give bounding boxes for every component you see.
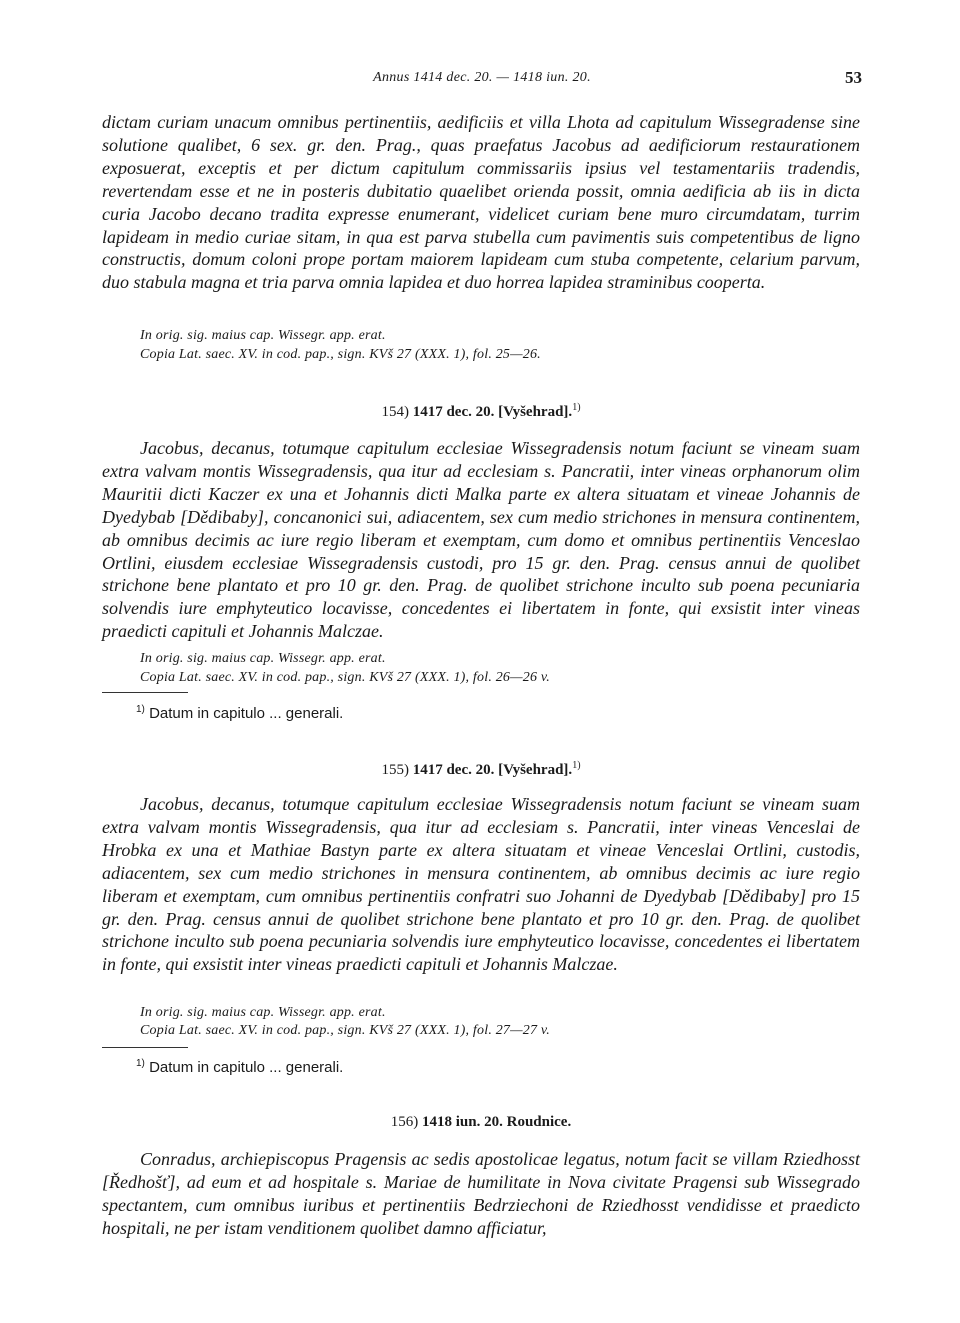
footnote-mark: 1) bbox=[136, 1058, 145, 1069]
continuation-note-copy: Copia Lat. saec. XV. in cod. pap., sign. KVš 27 (XXX. 1), fol. 25—26. bbox=[140, 347, 541, 362]
running-title: Annus 1414 dec. 20. — 1418 iun. 20. bbox=[373, 70, 591, 85]
footnote-mark: 1) bbox=[572, 402, 581, 413]
entry-156-heading bbox=[102, 1114, 860, 1131]
continuation-note-seal: In orig. sig. maius cap. Wissegr. app. erat. bbox=[140, 328, 386, 343]
continuation-text: dictam curiam unacum omnibus pertinentiis, aedificiis et villa Lhota ad capitulum Wissegradense sine solutione qualibet, 6 sex. gr. den. Prag., quas praefatus Jacobus ad aedificiorum restaurationem exposuerat, exceptis et per dictum capitulum commissariis ipsius vel testamentariis tradendis, revertendam esse et ne in posteris dubitatio quaelibet orienda possit, omnia aedificia ab iis in dicta curia Jacobo decano tradita expresse enumerant, videlicet curiam bene muro circumdatam, turrim lapideam in medio curiae sitam, in qua est parva stubella cum pavimentis suis competentibus de ligno constructis, domum coloni prope portam maiorem lapideam cum stuba competente, celarium parvum, duo stabula magna et tria parva omnia lapidea et duo horrea lapidea straminibus cooperta. bbox=[102, 112, 860, 293]
footnote-mark: 1) bbox=[136, 704, 145, 715]
entry-156-text: Conradus, archiepiscopus Pragensis ac sedis apostolicae legatus, notum facit se villam Rziedhosst [Ředhošť], ad eum et ad hospitale s. Mariae de humilitate in Nova civitate Pragensi sub Wissegrado spectantem, cum omnibus iuribus et pertinentiis Bedrziechoni de Rziedhosst vendidisse et praedicto hospitali, ne per istam venditionem quolibet damno afficiatur, bbox=[102, 1149, 860, 1238]
entry-date: 1417 dec. 20. bbox=[412, 762, 495, 778]
footnote-rule bbox=[102, 1047, 188, 1048]
footnote-text: Datum in capitulo ... generali. bbox=[149, 705, 344, 722]
footnote-text: Datum in capitulo ... generali. bbox=[149, 1059, 344, 1076]
entry-date: 1417 dec. 20. bbox=[412, 404, 495, 420]
entry-date: 1418 iun. 20. bbox=[422, 1114, 503, 1130]
entry-155-text: Jacobus, decanus, totumque capitulum ecclesiae Wissegradensis notum faciunt se vineam suam extra valvam montis Wissegradensis, qua itur ad ecclesiam s. Pancratii, inter vineas Venceslai de Hrobka ex una et Mathiae Bastyn parte ex altera situatam et vineae Venceslai Ortlini, custodis, adiacentem, sex cum medio strichones in mensura continentem, ab omnibus decimis ac iure regio liberam et exemptam, cum omnibus pertinentiis confratri suo Johanni de Dyedybab [Dědibaby] pro 15 gr. den. Prag. census annui de quolibet strichone bene plantato et pro 10 gr. den. Prag. de quolibet strichone inculto sub poena pecuniaria solvendis iure emphyteutico locavisse, concedentes ei libertatem in fonte, qui exsistit inter vineas praedicti capituli et Johannis Malczae. bbox=[102, 794, 860, 975]
entry-155-note-seal: In orig. sig. maius cap. Wissegr. app. erat. bbox=[140, 1005, 386, 1020]
entry-155-heading bbox=[102, 760, 860, 779]
entry-number: 155) bbox=[381, 762, 409, 778]
entry-place: [Vyšehrad]. bbox=[498, 404, 573, 420]
entry-154-note-seal: In orig. sig. maius cap. Wissegr. app. erat. bbox=[140, 651, 386, 666]
entry-number: 156) bbox=[390, 1114, 419, 1130]
entry-number: 154) bbox=[381, 404, 409, 420]
entry-place: [Vyšehrad]. bbox=[498, 762, 573, 778]
entry-154-heading bbox=[102, 402, 860, 421]
footnote-mark: 1) bbox=[572, 760, 581, 771]
entry-154-text: Jacobus, decanus, totumque capitulum ecclesiae Wissegradensis notum faciunt se vineam suam extra valvam montis Wissegradensis, qua itur ad ecclesiam s. Pancratii, inter vineas orphanorum olim Mauritii dicti Kaczer ex una et Johannis dicti Malka parte ex altera situatam et vineae Johannis de Dyedybab [Dědibaby], concanonici sui, adiacentem, sex cum medio strichones in mensura continentem, ab omnibus decimis ac iure regio liberam et exemptam, cum domo et omnibus pertinentiis Venceslao Ortlini, eiusdem ecclesiae Wissegradensis custodi, pro 15 gr. den. Prag. census annui de quolibet strichone bene plantato et pro 10 gr. den. Prag. de quolibet strichone inculto sub poena pecuniaria solvendis iure emphyteutico locavisse, concedentes ei libertatem in fonte, qui exsistit inter vineas praedicti capituli et Johannis Malczae. bbox=[102, 438, 860, 642]
entry-place: Roudnice. bbox=[506, 1114, 572, 1130]
entry-155-note-copy: Copia Lat. saec. XV. in cod. pap., sign. KVš 27 (XXX. 1), fol. 27—27 v. bbox=[140, 1023, 550, 1038]
page-header bbox=[102, 68, 862, 90]
entry-154-footnote bbox=[136, 704, 343, 722]
footnote-rule bbox=[102, 692, 188, 693]
page-number: 53 bbox=[845, 68, 862, 87]
entry-154-note-copy: Copia Lat. saec. XV. in cod. pap., sign. KVš 27 (XXX. 1), fol. 26—26 v. bbox=[140, 670, 550, 685]
entry-155-footnote bbox=[136, 1058, 343, 1076]
